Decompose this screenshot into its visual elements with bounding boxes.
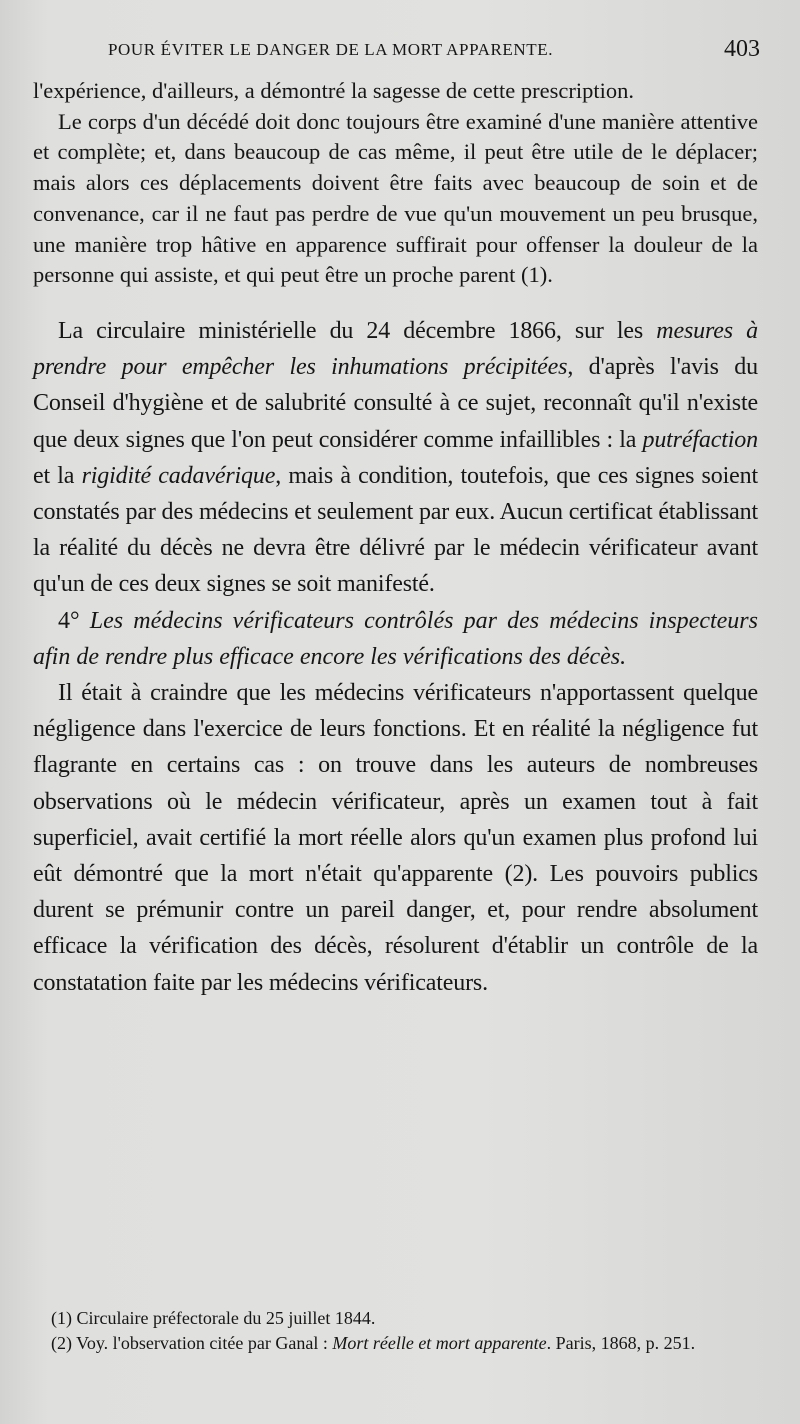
footnote-1: (1) Circulaire préfectorale du 25 juillet 1844. [51,1308,376,1328]
running-title: POUR ÉVITER LE DANGER DE LA MORT APPARENTE. [108,40,554,59]
italic-run: Mort réelle et mort apparente [332,1333,547,1353]
spacer [33,291,758,313]
paragraph-negligence: Il était à craindre que les médecins vérificateurs n'apportassent quelque négligence dans l'exercice de leurs fonctions. Et en réalité la négligence fut flagrante en certains cas : on trouve dans les auteurs de nombreuses observations où le médecin vérificateur, après un examen tout à fait superficiel, avait certifié la mort réelle alors qu'un examen plus profond lui eût démontré que la mort n'était qu'apparente (2). Les pouvoirs publics durent se prémunir contre un pareil danger, et, pour rendre absolument efficace la vérification des décès, résolurent d'établir un contrôle de la constatation faite par les médecins vérificateurs. [33,679,758,996]
text-run: (2) Voy. l'observation citée par Ganal : [51,1333,333,1353]
italic-run: mesures à prendre pour empêcher les inhumations précipitées [33,317,758,381]
text-run: et la [33,462,82,489]
text-run: , d'après l'avis du Conseil d'hygiène et de salubrité consulté à ce sujet, reconnaît qu'il n'existe que deux signes que l'on peut considérer comme infaillibles : la [33,354,758,453]
paragraph-continuation: l'expérience, d'ailleurs, a démontré la sagesse de cette prescription. [33,78,634,103]
section-heading-4 [33,603,758,675]
text-run: , mais à condition, toutefois, que ces signes soient constatés par des médecins et seulement par eux. Aucun certificat établissant la réalité du décès ne devra être délivré par le médecin vérificateur avant qu'un de ces deux signes se soit manifesté. [33,462,758,598]
italic-run: rigidité cadavérique [81,462,276,489]
paragraph-corps-decede: Le corps d'un décédé doit donc toujours être examiné d'une manière attentive et complète; et, dans beaucoup de cas même, il peut être utile de le déplacer; mais alors ces déplacements doivent être faits avec beaucoup de soin et de convenance, car il ne faut pas perdre de vue qu'un mouvement un peu brusque, une manière trop hâtive en apparence suffirait pour offenser la douleur de la personne qui assiste, et qui peut être un proche parent (1). [33,108,758,288]
italic-run: putréfaction [642,426,758,453]
section-number: 4° [58,607,90,634]
text-block-small [33,76,758,291]
footnote-2 [33,1331,758,1356]
section-title: Les médecins vérificateurs contrôlés par des médecins inspecteurs afin de rendre plus efficace encore les vérifications des décès. [33,607,758,670]
paragraph-circulaire [33,313,758,603]
main-text [33,76,758,1001]
text-run: La circulaire ministérielle du 24 décembre 1866, sur les [58,317,657,344]
text-run: . Paris, 1868, p. 251. [546,1333,696,1353]
footnotes [33,1306,758,1356]
page-number: 403 [724,36,760,62]
page-header [108,36,760,68]
text-block-large [33,313,758,1001]
